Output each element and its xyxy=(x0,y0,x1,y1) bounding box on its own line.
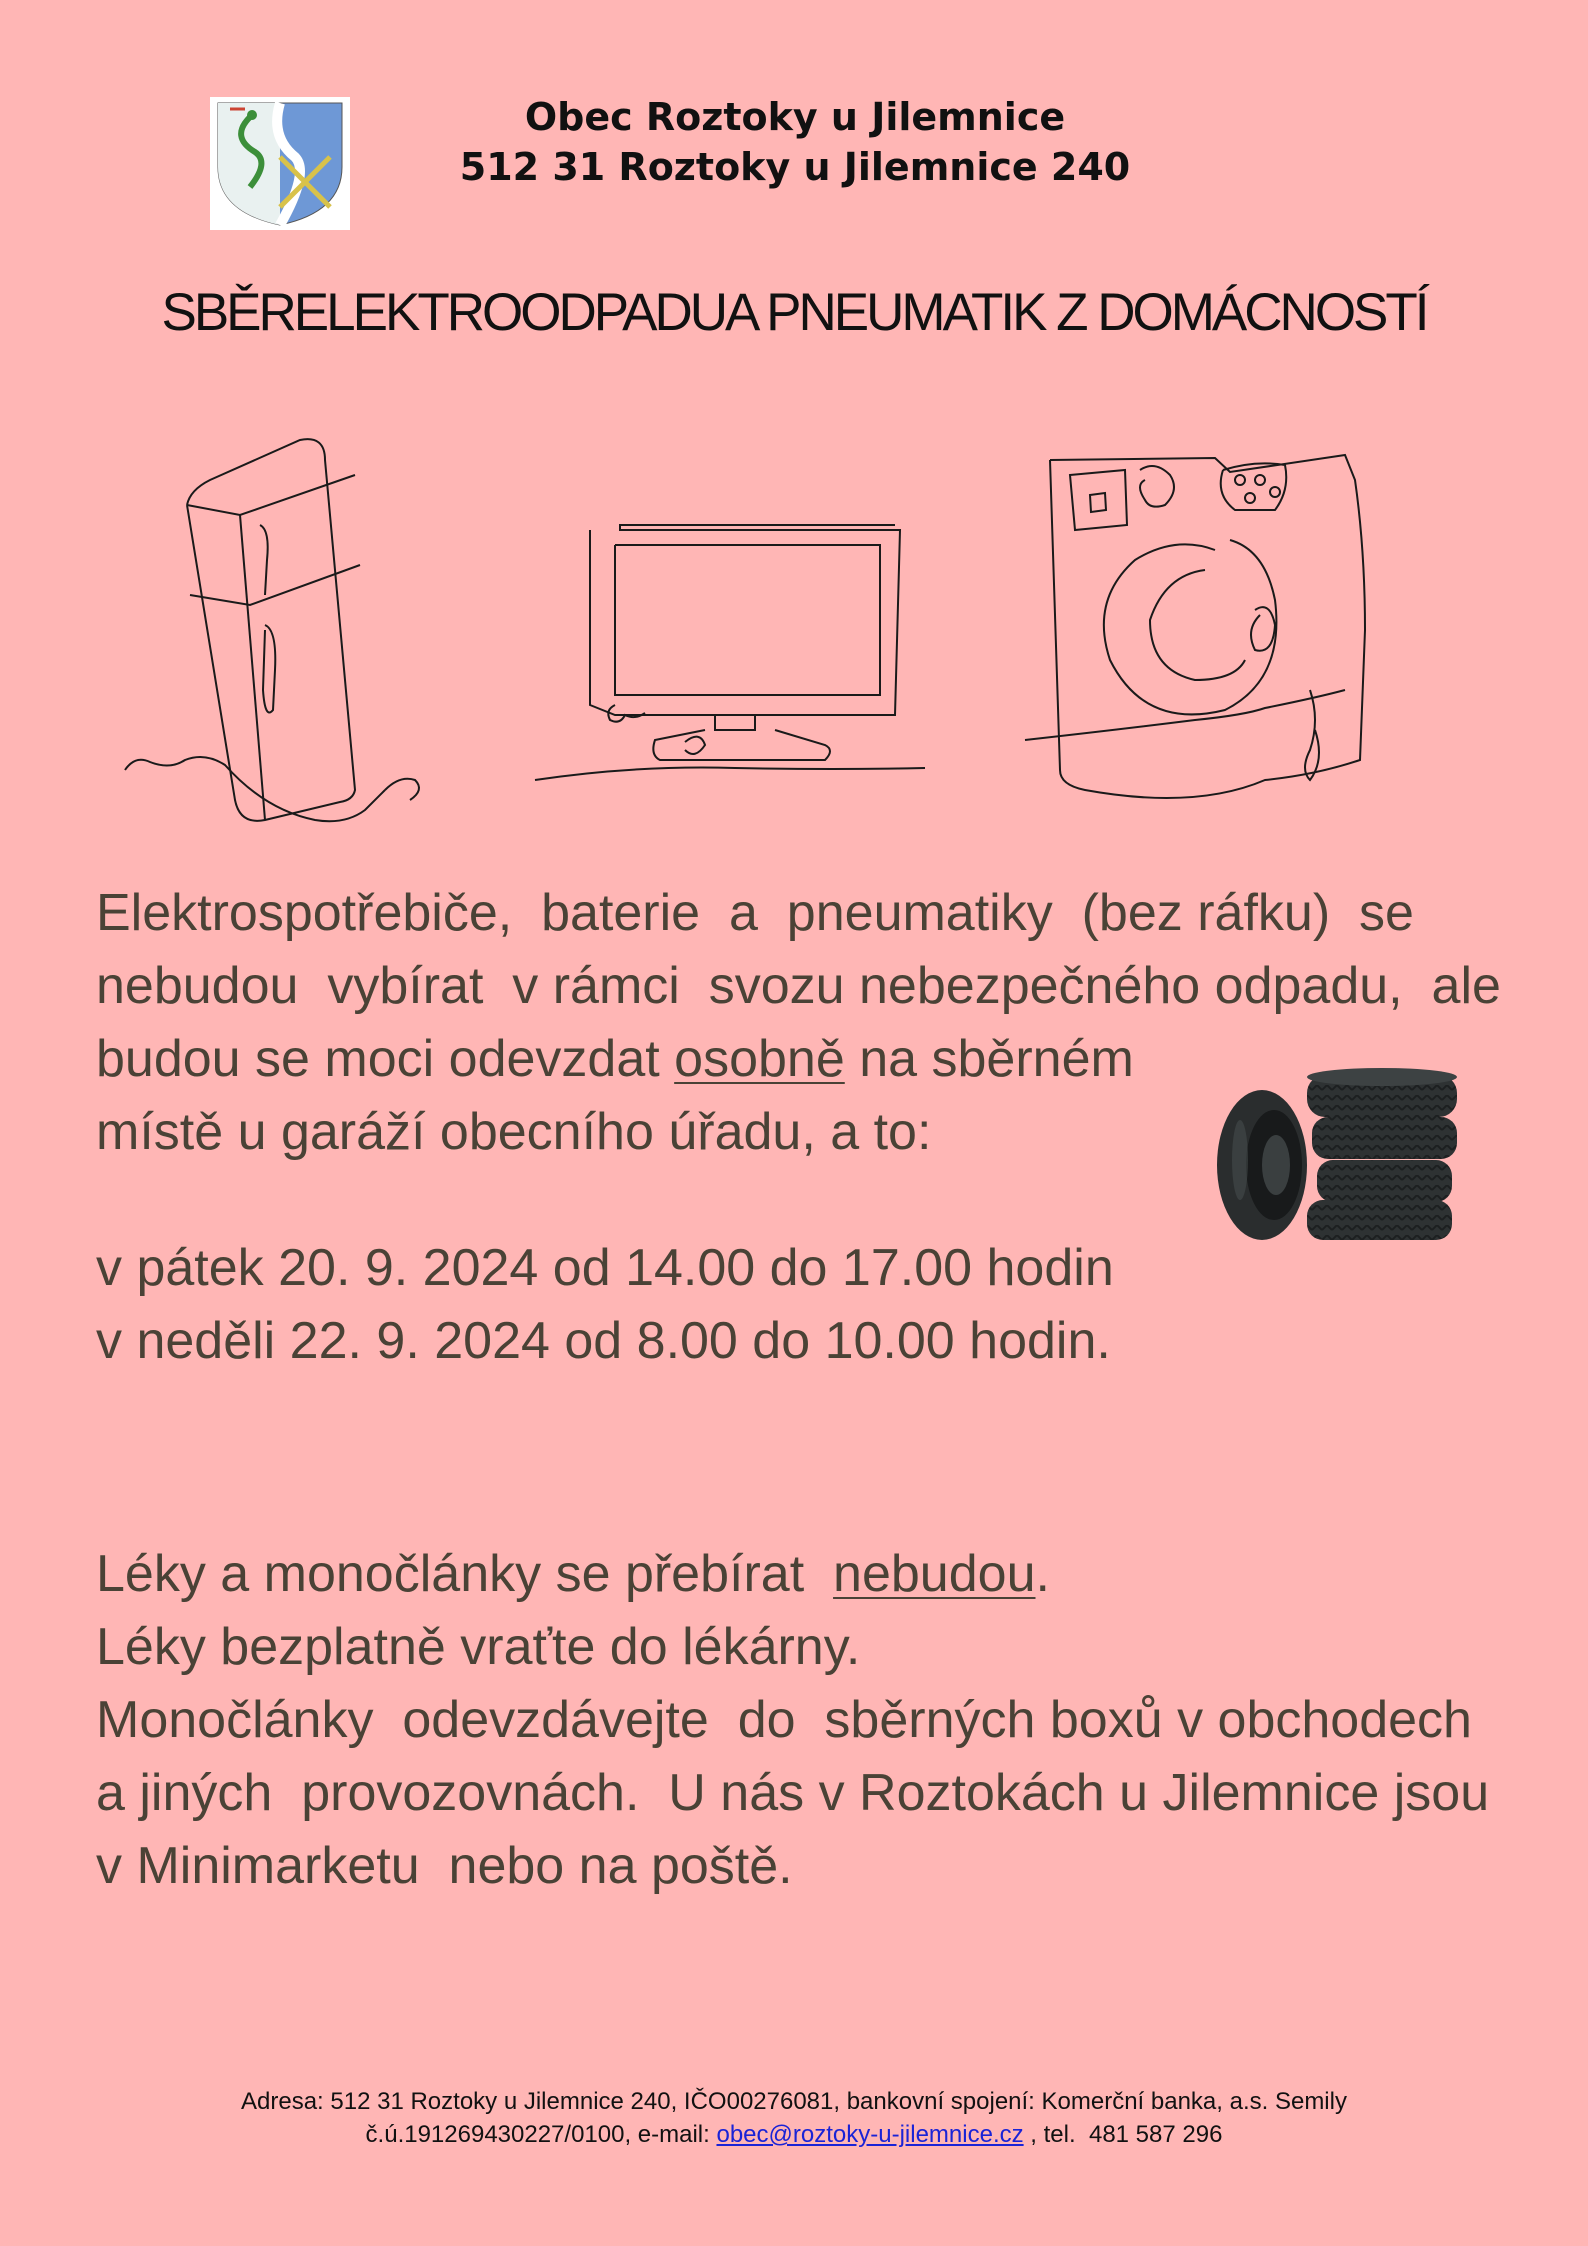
email-link[interactable]: obec@roztoky-u-jilemnice.cz xyxy=(716,2121,1024,2148)
medicine-line-1-start: Léky a monočlánky se přebírat xyxy=(96,1545,834,1603)
notice-underlined-personally: osobně xyxy=(674,1030,845,1088)
municipality-name: Obec Roztoky u Jilemnice xyxy=(524,95,1066,139)
footer-address: Adresa: 512 31 Roztoky u Jilemnice 240, IČO00276081, bankovní spojení: Komerční banka, a.s. Semily xyxy=(241,2088,1347,2115)
medicine-line-2: Léky bezplatně vraťte do lékárny. xyxy=(96,1618,861,1676)
notice-line-1: Elektrospotřebiče, baterie a pneumatiky (bez ráfku) se xyxy=(96,884,1414,942)
notice-line-3-start: budou se moci odevzdat xyxy=(96,1030,675,1088)
municipality-address: 512 31 Roztoky u Jilemnice 240 xyxy=(459,145,1131,189)
coat-of-arms-logo xyxy=(210,97,350,230)
refrigerator-drawing xyxy=(125,439,419,821)
schedule-friday: v pátek 20. 9. 2024 od 14.00 do 17.00 hodin xyxy=(96,1239,1114,1297)
medicine-batteries-paragraph xyxy=(96,1538,1516,1903)
television-drawing xyxy=(535,525,925,780)
washing-machine-drawing xyxy=(1025,455,1365,798)
appliance-illustrations xyxy=(115,430,1455,830)
medicine-line-3: Monočlánky odevzdávejte do sběrných boxů v obchodech xyxy=(96,1691,1472,1749)
medicine-underlined-not: nebudou xyxy=(833,1545,1036,1603)
page-title: SBĚRELEKTROODPADUA PNEUMATIK Z DOMÁCNOSTÍ xyxy=(161,283,1427,342)
footer-phone: , tel. 481 587 296 xyxy=(1023,2121,1223,2148)
schedule-sunday: v neděli 22. 9. 2024 od 8.00 do 10.00 hodin. xyxy=(96,1312,1111,1370)
notice-line-4: místě u garáží obecního úřadu, a to: xyxy=(96,1103,932,1161)
medicine-line-1-end: . xyxy=(1035,1545,1050,1603)
notice-line-3-end: na sběrném xyxy=(844,1030,1134,1088)
medicine-line-1 xyxy=(96,1538,1516,1611)
municipality-header xyxy=(400,92,1190,192)
collection-schedule xyxy=(96,1232,1516,1378)
medicine-line-5: v Minimarketu nebo na poště. xyxy=(96,1837,793,1895)
tires-image xyxy=(1212,1065,1470,1245)
footer xyxy=(0,2085,1588,2151)
medicine-line-4: a jiných provozovnách. U nás v Roztokách u Jilemnice jsou xyxy=(96,1764,1490,1822)
footer-account: č.ú.191269430227/0100, e-mail: xyxy=(365,2121,717,2148)
footer-contact xyxy=(0,2118,1588,2151)
notice-line-2: nebudou vybírat v rámci svozu nebezpečného odpadu, ale xyxy=(96,957,1501,1015)
